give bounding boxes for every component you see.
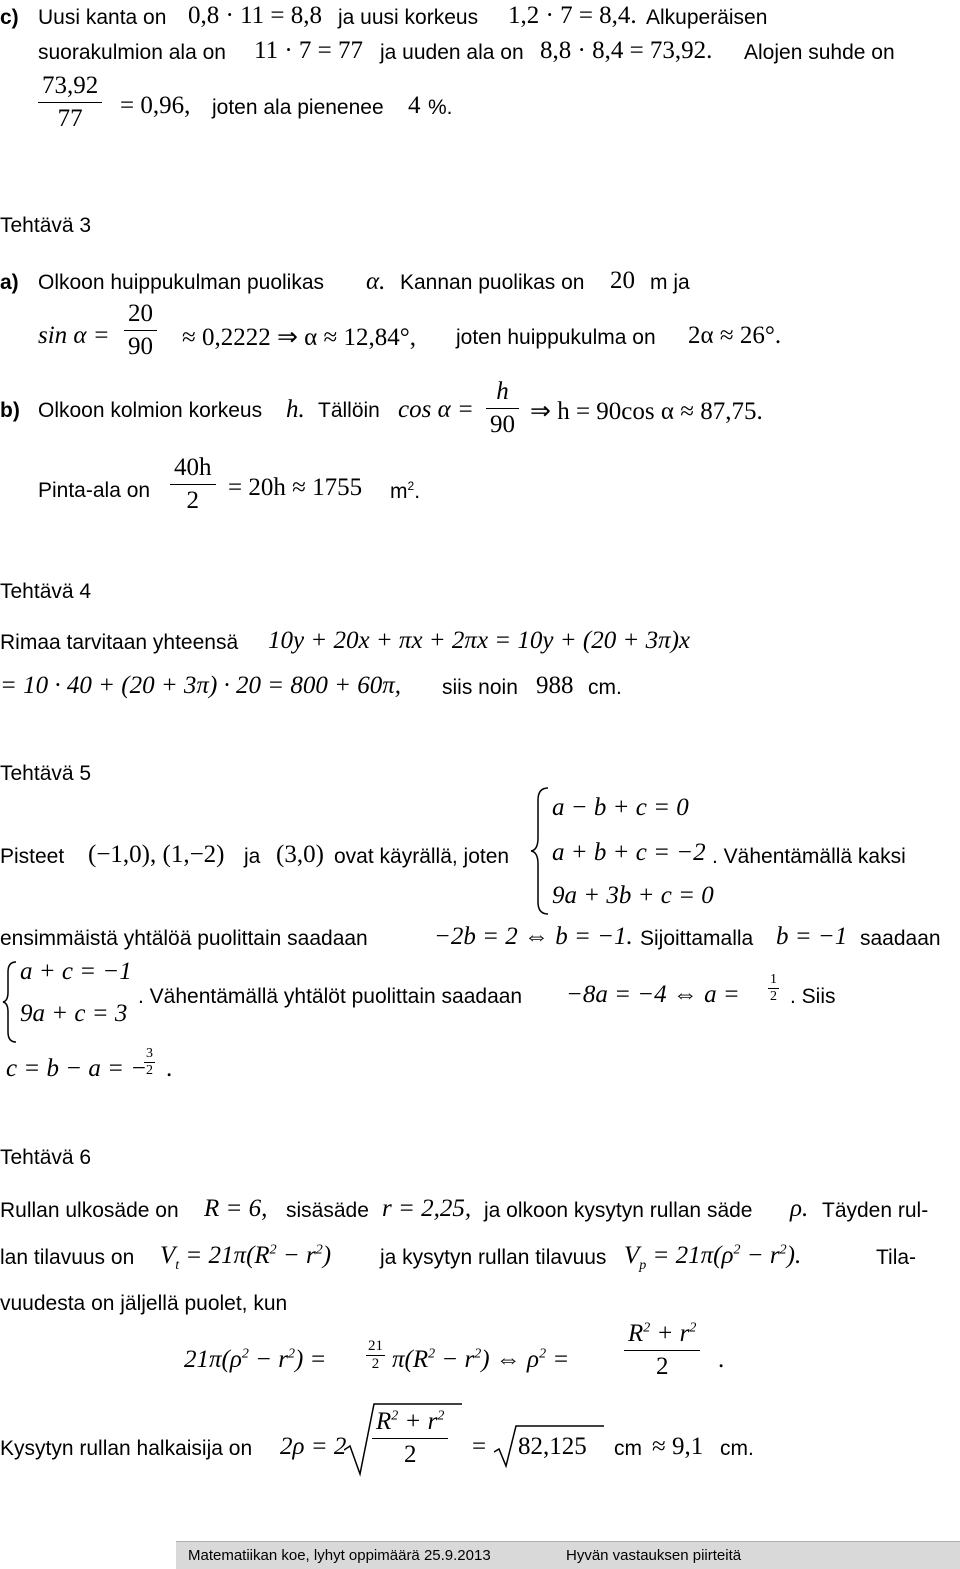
task3-a-text3: m ja bbox=[650, 271, 690, 294]
ratio-fraction bbox=[38, 72, 102, 133]
task3-b-area-text: Pinta-ala on bbox=[38, 479, 151, 502]
ratio-result: = 0,96, bbox=[120, 92, 191, 119]
task5-c-fraction bbox=[144, 1046, 155, 1079]
task6-l1-rho: ρ. bbox=[790, 1195, 809, 1222]
task6-eq-right-numerator: $R^2 + r^2$ bbox=[628, 1320, 697, 1347]
task6-l2-text1: lan tilavuus on bbox=[0, 1246, 135, 1269]
task6-l1-r: r = 2,25, bbox=[382, 1195, 472, 1222]
task5-b-value: b = −1 bbox=[776, 923, 848, 950]
task5-ja: ja bbox=[244, 845, 261, 868]
task5-c-numerator: 3 bbox=[146, 1046, 153, 1061]
task5-a-numerator: 1 bbox=[770, 972, 777, 987]
page-footer bbox=[176, 1541, 960, 1569]
task5-system2-eq2: 9a + c = 3 bbox=[20, 1000, 128, 1027]
part-c-line1-text3: Alkuperäisen bbox=[646, 6, 768, 29]
part-c-line2-eq1: 11 · 7 = 77 bbox=[254, 37, 363, 64]
task5-heading: Tehtävä 5 bbox=[0, 762, 92, 785]
task6-eq-half-numerator: 21 bbox=[368, 1338, 383, 1354]
task6-sqrt-denominator: 2 bbox=[372, 1438, 448, 1469]
task6-eq-half-denominator: 2 bbox=[366, 1355, 385, 1373]
task3-heading: Tehtävä 3 bbox=[0, 214, 92, 237]
part-c-line1-eq1: 0,8 · 11 = 8,8 bbox=[188, 2, 322, 29]
task6-approx: ≈ 9,1 bbox=[652, 1433, 704, 1460]
part-c-line2-text1: suorakulmion ala on bbox=[38, 41, 226, 64]
part-c-line2-text3: Alojen suhde on bbox=[744, 41, 895, 64]
part-c-line1-text2: ja uusi korkeus bbox=[338, 6, 479, 29]
task5-system-eq1: a − b + c = 0 bbox=[552, 794, 689, 821]
task6-eq-right-denominator: 2 bbox=[624, 1350, 700, 1381]
ratio-text: joten ala pienenee bbox=[212, 96, 384, 119]
task4-eq2: = 10 · 40 + (20 + 3π) · 20 = 800 + 60π, bbox=[0, 672, 402, 699]
task6-eq-end: . bbox=[718, 1346, 725, 1373]
task6-eq-right-fraction bbox=[624, 1320, 700, 1381]
ratio-denominator: 77 bbox=[38, 102, 102, 133]
task3-b-area-unit: $m^2$. bbox=[390, 479, 421, 503]
task5-text5: Sijoittamalla bbox=[640, 927, 754, 950]
part-c-line2-text2: ja uuden ala on bbox=[380, 41, 524, 64]
task5-system-brace bbox=[530, 786, 550, 916]
task5-eq-c: c = b − a = − bbox=[6, 1055, 148, 1082]
task5-points: (−1,0), (1,−2) bbox=[88, 841, 225, 868]
task5-text4: ensimmäistä yhtälöä puolittain saadaan bbox=[0, 927, 368, 950]
task5-text6: saadaan bbox=[860, 927, 941, 950]
task3-b-denominator: 90 bbox=[486, 408, 519, 439]
task3-b-numerator: h bbox=[496, 378, 509, 405]
task5-system2-eq1: a + c = −1 bbox=[20, 958, 132, 985]
task3-b-text1: Olkoon kolmion korkeus bbox=[38, 399, 263, 422]
ratio-numerator: 73,92 bbox=[42, 72, 99, 99]
task4-eq1: 10y + 20x + πx + 2πx = 10y + (20 + 3π)x bbox=[268, 627, 691, 654]
task6-unit2: cm. bbox=[720, 1437, 754, 1460]
task6-eq-left: $21\pi(\rho^2 - r^2)$ = bbox=[184, 1346, 327, 1373]
task6-l1-R: R = 6, bbox=[204, 1195, 268, 1222]
task6-l1-text1: Rullan ulkosäde on bbox=[0, 1199, 179, 1222]
task6-final-eq: 2ρ = 2 bbox=[280, 1433, 347, 1460]
task4-text2: siis noin bbox=[442, 676, 518, 699]
task5-a-fraction bbox=[768, 972, 779, 1005]
ratio-percent-unit: %. bbox=[428, 96, 453, 119]
task5-text3: . Vähentämällä kaksi bbox=[712, 845, 906, 868]
task5-system-eq2: a + b + c = −2 bbox=[552, 839, 706, 866]
task3-a-value: 20 bbox=[610, 267, 635, 294]
task3-a-result: ≈ 0,2222 ⇒ α ≈ 12,84°, bbox=[182, 324, 416, 351]
task3-b-area-denominator: 2 bbox=[170, 484, 216, 515]
task6-eq-mid: $\pi(R^2 - r^2)$ ⇔ $\rho^2$ = bbox=[392, 1346, 570, 1373]
task3-b-label: b) bbox=[0, 399, 20, 422]
task5-point3: (3,0) bbox=[276, 841, 324, 868]
part-c-line1-eq2: 1,2 · 7 = 8,4. bbox=[508, 2, 637, 29]
task6-heading: Tehtävä 6 bbox=[0, 1146, 92, 1169]
task5-eq-a: −8a = −4 ⇔ a = bbox=[566, 981, 740, 1008]
task6-final-text: Kysytyn rullan halkaisija on bbox=[0, 1437, 253, 1460]
task3-b-fraction bbox=[486, 378, 519, 439]
part-c-line2-eq2: 8,8 · 8,4 = 73,92. bbox=[540, 37, 713, 64]
task3-a-label: a) bbox=[0, 271, 19, 294]
task3-a-numerator: 20 bbox=[128, 300, 153, 327]
task6-unit1: cm bbox=[614, 1437, 642, 1460]
task3-b-area-numerator: 40h bbox=[174, 454, 212, 481]
task6-l2-Vt: $V_t = 21\pi(R^2 - r^2)$ bbox=[160, 1242, 332, 1273]
task4-heading: Tehtävä 4 bbox=[0, 580, 92, 603]
task6-sqrt-numerator: $R^2 + r^2$ bbox=[376, 1408, 445, 1435]
task5-text7: . Vähentämällä yhtälöt puolittain saadaan bbox=[138, 985, 523, 1008]
task3-a-text2: Kannan puolikas on bbox=[400, 271, 585, 294]
task6-l2-Vp: $V_p = 21\pi(\rho^2 - r^2)$. bbox=[624, 1242, 802, 1273]
task3-a-text4: joten huippukulma on bbox=[456, 326, 656, 349]
part-c-label: c) bbox=[0, 6, 19, 29]
task5-eq-b: −2b = 2 ⇔ b = −1. bbox=[434, 923, 633, 950]
task5-system-eq3: 9a + 3b + c = 0 bbox=[552, 882, 714, 909]
task5-c-end: . bbox=[166, 1055, 173, 1082]
task5-text1: Pisteet bbox=[0, 845, 65, 868]
task5-siis: . Siis bbox=[790, 985, 836, 1008]
task6-l1-text4: Täyden rul- bbox=[822, 1199, 929, 1222]
task6-equals: = bbox=[472, 1433, 487, 1460]
task3-b-cos: cos α = bbox=[398, 396, 474, 423]
task3-a-alpha: α. bbox=[366, 268, 386, 295]
task3-b-text2: Tällöin bbox=[318, 399, 380, 422]
task5-a-denominator: 2 bbox=[770, 989, 777, 1004]
task5-text2: ovat käyrällä, joten bbox=[334, 845, 510, 868]
footer-left: Matematiikan koe, lyhyt oppimäärä 25.9.2013 bbox=[188, 1547, 491, 1564]
task3-a-final: 2α ≈ 26°. bbox=[688, 322, 782, 349]
task5-c-denominator: 2 bbox=[146, 1063, 153, 1078]
task6-l2-text2: ja kysytyn rullan tilavuus bbox=[380, 1246, 607, 1269]
task4-unit: cm. bbox=[588, 676, 622, 699]
task6-l1-text3: ja olkoon kysytyn rullan säde bbox=[484, 1199, 753, 1222]
task6-sqrt-fraction bbox=[372, 1408, 448, 1469]
part-c-line1-text1: Uusi kanta on bbox=[38, 6, 167, 29]
task6-l3: vuudesta on jäljellä puolet, kun bbox=[0, 1292, 288, 1315]
task3-b-area-fraction bbox=[170, 454, 216, 515]
footer-right: Hyvän vastauksen piirteitä bbox=[566, 1547, 742, 1564]
task3-b-h: h. bbox=[286, 396, 305, 423]
task3-a-fraction bbox=[124, 300, 157, 361]
task3-b-area-result: = 20h ≈ 1755 bbox=[228, 474, 363, 501]
task3-a-denominator: 90 bbox=[124, 330, 157, 361]
task4-value: 988 bbox=[536, 672, 574, 699]
task6-sqrt-value: 82,125 bbox=[518, 1433, 587, 1460]
task3-a-text1: Olkoon huippukulman puolikas bbox=[38, 271, 325, 294]
ratio-percent-value: 4 bbox=[408, 92, 421, 119]
task4-text1: Rimaa tarvitaan yhteensä bbox=[0, 631, 239, 654]
task5-system2-brace bbox=[2, 960, 18, 1044]
task6-l1-text2: sisäsäde bbox=[286, 1199, 369, 1222]
task3-b-result: ⇒ h = 90cos α ≈ 87,75. bbox=[530, 398, 763, 425]
task6-eq-half bbox=[366, 1338, 385, 1373]
task6-l2-text3: Tila- bbox=[876, 1246, 917, 1269]
task3-a-sin: sin α = bbox=[38, 322, 110, 349]
